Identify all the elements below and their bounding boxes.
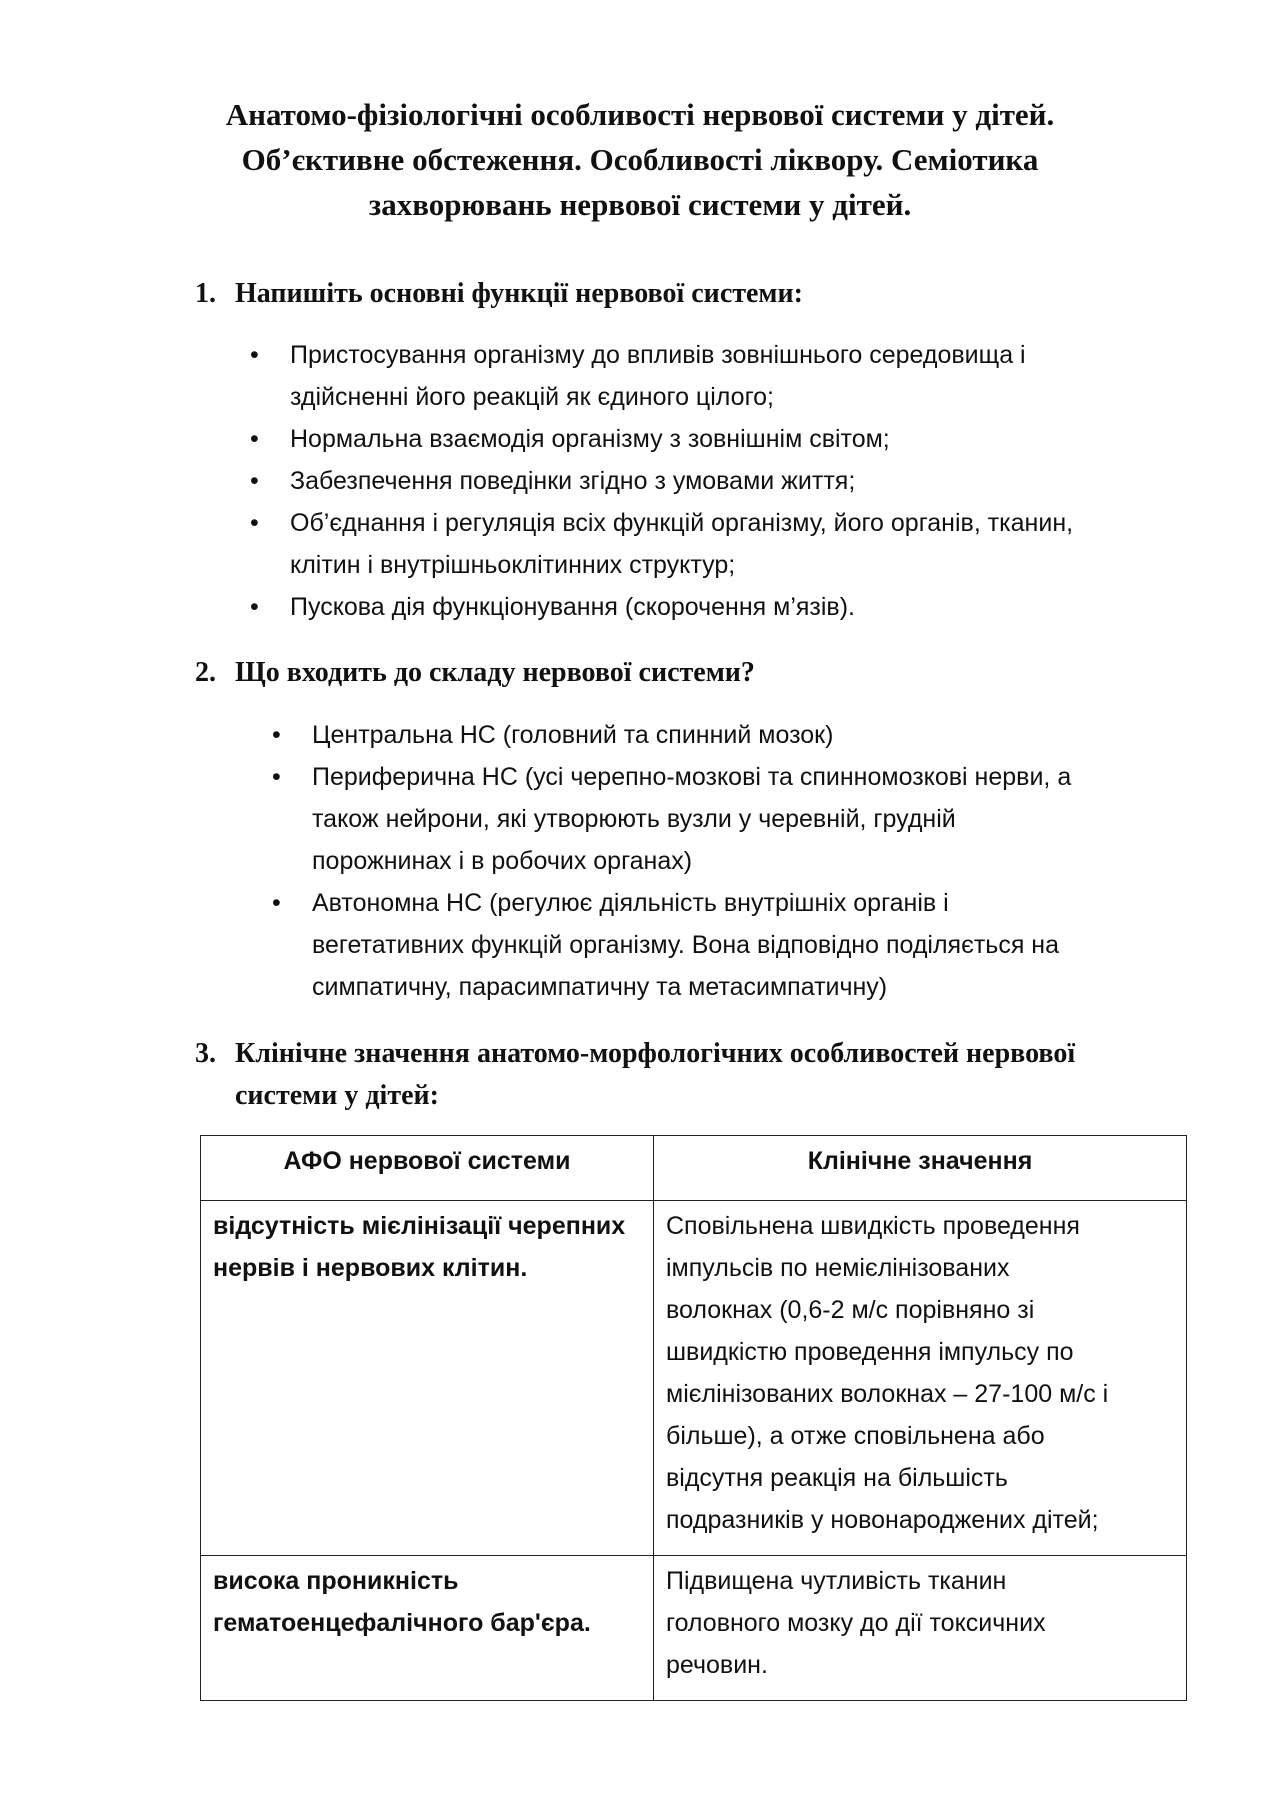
list-item: • Нормальна взаємодія організму з зовнішнім світом; <box>250 418 1190 460</box>
list-item: • Об’єднання і регуляція всіх функцій організму, його органів, тканин, клітин і внутрішньоклітинних структур; <box>250 502 1190 586</box>
clinical-cell: Сповільнена швидкість проведення імпульсів по немієлінізованих волокнах (0,6-2 м/с порівняно зі швидкістю проведення імпульсу по мієлінізованих волокнах – 27-100 м/с і більше), а отже сповільнена або відсутня реакція на більшість подразників у новонароджених дітей; <box>654 1201 1187 1556</box>
afo-cell: висока проникність гематоенцефалічного бар'єра. <box>201 1556 654 1701</box>
column-header-afo: АФО нервової системи <box>201 1136 654 1201</box>
table-header-row <box>201 1136 1187 1201</box>
list-item: • Центральна НС (головний та спинний мозок) <box>272 714 1192 756</box>
clinical-cell: Підвищена чутливість тканин головного мозку до дії токсичних речовин. <box>654 1556 1187 1701</box>
section-heading-text: Клінічне значення анатомо-морфологічних особливостей нервової системи у дітей: <box>235 1038 1076 1111</box>
table-row <box>201 1201 1187 1556</box>
bullet-icon: • <box>250 425 259 453</box>
bullet-icon: • <box>250 593 259 621</box>
list-item: • Забезпечення поведінки згідно з умовами життя; <box>250 460 1190 502</box>
section-1-bullet-list <box>250 334 1190 628</box>
bullet-icon: • <box>250 509 259 537</box>
bullet-icon: • <box>250 467 259 495</box>
title-line: захворювань нервової системи у дітей. <box>368 187 912 222</box>
table-row <box>201 1556 1187 1701</box>
section-3-heading <box>195 1033 1155 1117</box>
list-item: • Пристосування організму до впливів зовнішнього середовища і здійсненні його реакцій як єдиного цілого; <box>250 334 1190 418</box>
bullet-icon: • <box>272 763 281 791</box>
column-header-clinical: Клінічне значення <box>654 1136 1187 1201</box>
section-number: 3. <box>195 1038 216 1069</box>
list-item: • Пускова дія функціонування (скорочення м’язів). <box>250 586 1190 628</box>
afo-cell: відсутність мієлінізації черепних нервів і нервових клітин. <box>201 1201 654 1556</box>
bullet-icon: • <box>272 889 281 917</box>
section-2-bullet-list <box>272 714 1192 1008</box>
title-line: Анатомо-фізіологічні особливості нервової системи у дітей. <box>225 97 1055 132</box>
section-number: 2. <box>195 657 216 688</box>
section-heading-text: Напишіть основні функції нервової системи: <box>235 278 803 309</box>
section-number: 1. <box>195 278 216 309</box>
title-line: Об’єктивне обстеження. Особливості ліквору. Семіотика <box>241 142 1039 177</box>
bullet-icon: • <box>272 721 281 749</box>
section-2-heading <box>195 652 1155 694</box>
section-heading-text: Що входить до складу нервової системи? <box>235 657 755 688</box>
afo-table <box>200 1135 1187 1701</box>
list-item: • Автономна НС (регулює діяльність внутрішніх органів і вегетативних функцій організму. Вона відповідно поділяється на симпатичну, парасимпатичну та метасимпатичну) <box>272 882 1192 1008</box>
bullet-icon: • <box>250 341 259 369</box>
section-1-heading <box>195 273 1155 315</box>
document-title <box>150 92 1130 227</box>
list-item: • Периферична НС (усі черепно-мозкові та спинномозкові нерви, а також нейрони, які утворюють вузли у черевній, грудній порожнинах і в робочих органах) <box>272 756 1192 882</box>
